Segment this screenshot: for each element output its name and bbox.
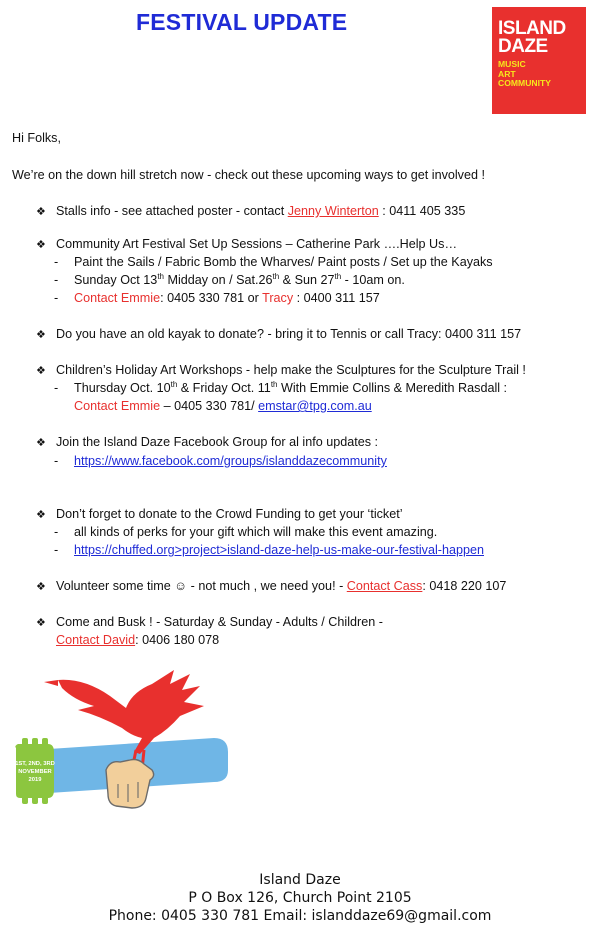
page-title: FESTIVAL UPDATE [136, 9, 348, 35]
footer-contact: Phone: 0405 330 781 Email: islanddaze69@gmail.com [108, 908, 492, 924]
superscript-th: th [157, 272, 164, 281]
dash-marker: - [54, 381, 59, 395]
contact-emmie-label: Contact Emmie [74, 291, 161, 305]
date-fri-11: & Friday Oct. 11 [177, 381, 271, 395]
logo-line-community: COMMUNITY [498, 78, 551, 89]
chuffed-link[interactable]: https://chuffed.org>project>island-daze-help-us-make-our-festival-happen [74, 543, 484, 557]
logo-line-art: ART [498, 68, 516, 79]
setup-item-contact [74, 291, 380, 305]
diamond-bullet-icon: ❖ [36, 437, 46, 449]
diamond-bullet-icon: ❖ [36, 509, 46, 521]
contact-cass-link[interactable]: Contact Cass [346, 579, 423, 593]
busk-contact [56, 633, 219, 647]
footer-address: P O Box 126, Church Point 2105 [188, 890, 412, 906]
crowd-perks: all kinds of perks for your gift which will make this event amazing. [74, 525, 438, 539]
crowd-heading: Don’t forget to donate to the Crowd Funding to get your ‘ticket’ [56, 507, 403, 521]
diamond-bullet-icon: ❖ [36, 329, 46, 341]
workshops-heading: Children’s Holiday Art Workshops - help make the Sculptures for the Sculpture Trail ! [56, 363, 526, 377]
diamond-bullet-icon: ❖ [36, 617, 46, 629]
contact-jenny-link[interactable]: Jenny Winterton [287, 204, 379, 218]
volunteer-item [56, 579, 506, 593]
island-daze-logo [492, 7, 586, 114]
workshops-contact [74, 399, 372, 413]
logo-line-daze: DAZE [498, 36, 548, 57]
date-time: - 10am on. [341, 273, 405, 287]
dash-marker: - [54, 291, 59, 305]
workshop-hosts: With Emmie Collins & Meredith Rasdall : [277, 381, 508, 395]
superscript-th: th [170, 380, 178, 389]
date-sat-26: Midday on / Sat.26 [163, 273, 273, 287]
bird-guitar-illustration [14, 666, 246, 814]
greeting: Hi Folks, [12, 131, 61, 145]
dash-marker: - [54, 273, 59, 287]
busk-item: Come and Busk ! - Saturday & Sunday - Adults / Children - [56, 615, 383, 629]
diamond-bullet-icon: ❖ [36, 581, 46, 593]
diamond-bullet-icon: ❖ [36, 239, 46, 251]
superscript-th: th [272, 272, 280, 281]
contact-tracy-label: Tracy [262, 291, 294, 305]
intro-text: We’re on the down hill stretch now - check out these upcoming ways to get involved ! [12, 168, 485, 182]
tracy-phone: : 0400 311 157 [293, 291, 380, 305]
diamond-bullet-icon: ❖ [36, 365, 46, 377]
setup-item-paint: Paint the Sails / Fabric Bomb the Wharves/ Paint posts / Set up the Kayaks [74, 255, 493, 269]
emmie-phone: : 0405 330 781 or [160, 291, 263, 305]
workshops-dates [74, 381, 507, 395]
contact-emmie-label: Contact Emmie [74, 399, 161, 413]
date-sun-13: Sunday Oct 13 [74, 273, 158, 287]
date-thu-10: Thursday Oct. 10 [74, 381, 171, 395]
setup-item-dates [74, 273, 405, 287]
superscript-th: th [270, 380, 278, 389]
diamond-bullet-icon: ❖ [36, 206, 46, 218]
dash-marker: - [54, 543, 59, 557]
dash-marker: - [54, 255, 59, 269]
badge-line-year: 2019 [28, 777, 42, 783]
facebook-group-link[interactable]: https://www.facebook.com/groups/islanddazecommunity [74, 454, 387, 468]
stalls-text: Stalls info - see attached poster - contact [56, 204, 288, 218]
footer-name: Island Daze [259, 872, 341, 888]
volunteer-text: Volunteer some time ☺ - not much , we need you! - [56, 579, 347, 593]
dash-marker: - [54, 525, 59, 539]
superscript-th: th [334, 272, 342, 281]
logo-line-island: ISLAND [498, 18, 566, 39]
bird-beak [44, 680, 58, 686]
workshop-phone: – 0405 330 781/ [160, 399, 259, 413]
email-emstar-link[interactable]: emstar@tpg.com.au [258, 399, 372, 413]
badge-line-dates: 1ST, 2ND, 3RD [15, 761, 55, 767]
setup-heading: Community Art Festival Set Up Sessions – Catherine Park ….Help Us… [56, 237, 458, 251]
badge-line-month: NOVEMBER [18, 769, 52, 775]
dash-marker: - [54, 454, 59, 468]
date-sun-27: & Sun 27 [279, 273, 335, 287]
stalls-phone: : 0411 405 335 [378, 204, 466, 218]
logo-line-music: MUSIC [498, 59, 526, 69]
kayak-item: Do you have an old kayak to donate? - bring it to Tennis or call Tracy: 0400 311 157 [56, 327, 522, 341]
david-phone: : 0406 180 078 [135, 633, 220, 647]
facebook-heading: Join the Island Daze Facebook Group for al info updates : [56, 435, 379, 449]
stalls-item [56, 204, 465, 218]
cass-phone: : 0418 220 107 [422, 579, 507, 593]
contact-david-link[interactable]: Contact David [56, 633, 136, 647]
hand-icon [106, 760, 154, 809]
